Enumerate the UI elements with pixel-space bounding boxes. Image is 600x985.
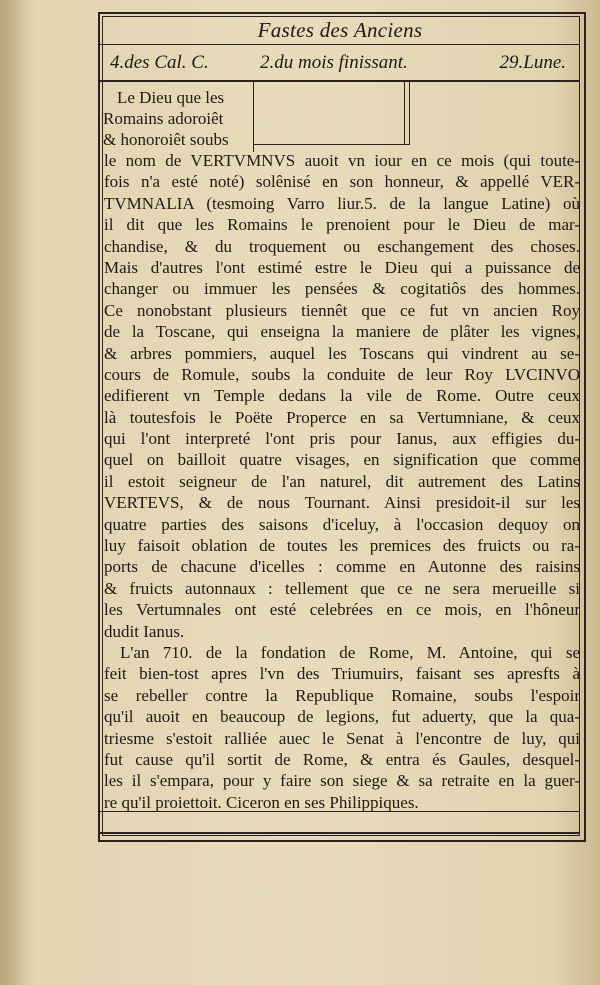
text-line: L'an 710. de la fondation de Rome, M. Antoine, qui se: [120, 642, 580, 662]
text-line: fut cause qu'il sortit de Rome, & entra és Gaules, desquel-: [104, 749, 580, 769]
text-line: TVMNALIA (tesmoing Varro liur.5. de la langue Latine) où: [104, 193, 580, 213]
text-line: quel on bailloit quatre visages, en signification que comme: [104, 450, 580, 470]
calends-date: 4.des Cal. C.: [110, 52, 209, 73]
opening-paragraph: [103, 87, 253, 150]
text-line: se rebeller contre la Republique Romaine, soubs l'espoir: [104, 685, 580, 705]
text-line: feit bien-tost apres l'vn des Triumuirs, faisant ses apresfts à: [104, 664, 580, 684]
bottom-rule: [100, 811, 580, 812]
body-text: [104, 150, 580, 813]
text-line: edifierent vn Temple dedans la vile de Rome. Outre ceux: [104, 386, 580, 406]
text-line: dudit Ianus.: [104, 621, 185, 641]
running-head: Fastes des Anciens: [257, 18, 423, 42]
text-line: luy faisoit oblation de toutes les premices des fruicts ou ra-: [104, 536, 580, 556]
month-day: 2.du mois finissant.: [260, 52, 408, 73]
calendar-date-line: [104, 48, 574, 78]
text-line: & arbres pommiers, auquel les Toscans qui vindrent au se-: [104, 343, 580, 363]
text-line: là toutesfois le Poëte Properce en sa Vertumniane, & ceux: [104, 407, 580, 427]
page-gutter-shadow: [0, 0, 28, 985]
text-line: il dit que les Romains le prenoient pour le Dieu de mar-: [104, 215, 580, 235]
column-rule: [409, 82, 410, 144]
text-line: fois n'a esté noté) solênisé en son honneur, & appellé VER-: [104, 172, 580, 192]
text-line: de la Toscane, qui enseigna la maniere de plâter les vignes,: [104, 322, 580, 342]
moon-day: 29.Lune.: [499, 52, 566, 73]
empty-box-rule: [253, 144, 410, 145]
text-line: les Vertumnales ont esté celebrées en ce mois, en l'hôneur: [104, 600, 580, 620]
text-line: ports de chacune d'icelles : comme en Autonne des raisins: [104, 557, 580, 577]
text-line: Romains adoroiêt: [103, 109, 224, 128]
text-line: triesme s'estoit ralliée auec le Senat à l'encontre de luy, qui: [104, 728, 580, 748]
text-line: cours de Romule, soubs la conduite de leur Roy LVCINVO: [104, 364, 580, 384]
text-line: le nom de VERTVMNVS auoit vn iour en ce mois (qui toute-: [104, 151, 580, 170]
text-line: quatre parties des saisons d'iceluy, à l'occasion dequoy on: [104, 514, 580, 534]
column-rule: [404, 82, 405, 144]
text-line: les il s'empara, pour y faire son siege & sa retraite en la guer-: [104, 771, 580, 791]
text-line: Le Dieu que les: [117, 88, 225, 107]
bottom-rule: [100, 832, 580, 834]
date-rule: [100, 80, 580, 82]
text-line: re qu'il proiettoit. Ciceron en ses Philippiques.: [104, 792, 419, 812]
text-line: & honoroiêt soubs: [103, 130, 229, 149]
text-line: Mais d'autres l'ont estimé estre le Dieu qui a puissance de: [104, 257, 580, 277]
text-line: Ce nonobstant plusieurs tiennêt que ce fut vn ancien Roy: [104, 300, 580, 320]
text-line: il estoit seigneur de l'an naturel, dit autrement des Latins: [104, 471, 580, 491]
text-line: chandise, & du troquement ou eschangement des choses.: [104, 236, 580, 256]
text-line: VERTEVS, & de nous Tournant. Ainsi presidoit-il sur les: [104, 493, 580, 513]
text-line: qu'il auoit en beaucoup de legions, fut aduerty, que la qua-: [104, 707, 580, 727]
column-rule: [253, 82, 254, 152]
text-line: changer ou immuer les pensées & cogitatiôs des hommes.: [104, 279, 580, 299]
text-line: qui l'ont interpreté l'ont pris pour Ianus, aux effigies du-: [104, 429, 580, 449]
text-line: & fruicts autonnaux : tellement que ce ne sera merueille si: [104, 578, 580, 598]
head-rule: [100, 44, 580, 45]
